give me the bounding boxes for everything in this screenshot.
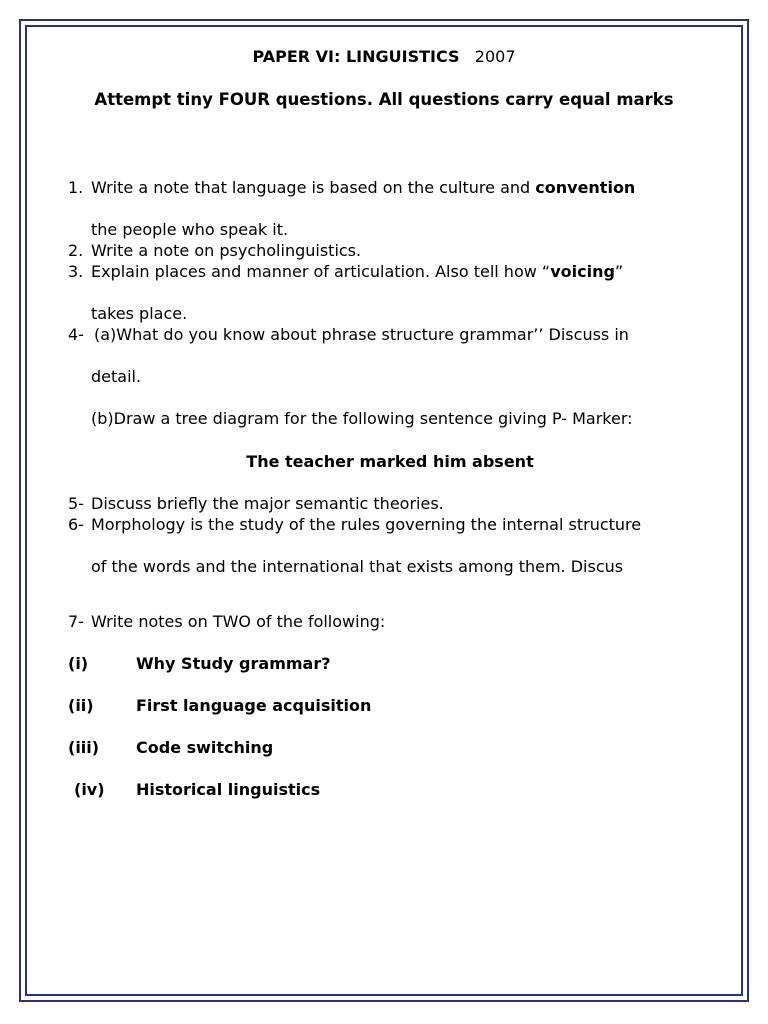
question-text: of the words and the international that exists among them. Discus: [91, 557, 624, 576]
question-text: Discuss briefly the major semantic theories.: [91, 494, 444, 513]
option-numeral: (iv): [74, 780, 105, 799]
paper-title: PAPER VI: LINGUISTICS: [252, 47, 460, 66]
closing-quote: ”: [614, 262, 624, 281]
question-number: 2.: [68, 241, 84, 260]
question-number: 6-: [68, 515, 84, 534]
question-text: takes place.: [91, 304, 188, 323]
question-number: 5-: [68, 494, 84, 513]
example-sentence: The teacher marked him absent: [246, 452, 534, 471]
question-text: (b)Draw a tree diagram for the following sentence giving P- Marker:: [91, 409, 633, 428]
question-number: 3.: [68, 262, 84, 281]
option-numeral: (ii): [68, 696, 94, 715]
question-text: Write notes on TWO of the following:: [91, 612, 386, 631]
paper-title-line: [0, 47, 768, 67]
paper-year: 2007: [474, 47, 516, 66]
question-text: (a)What do you know about phrase structure grammar’’ Discuss in: [94, 325, 629, 344]
question-text: Write a note on psycholinguistics.: [91, 241, 362, 260]
instruction: Attempt tiny FOUR questions. All questions carry equal marks: [94, 90, 674, 109]
question-text: Morphology is the study of the rules governing the internal structure: [91, 515, 642, 534]
option-text: First language acquisition: [136, 696, 372, 715]
emphasis-text: voicing: [550, 262, 615, 281]
question-number: 7-: [68, 612, 84, 631]
option-numeral: (i): [68, 654, 89, 673]
question-text: the people who speak it.: [91, 220, 289, 239]
question-text: Explain places and manner of articulation. Also tell how “: [91, 262, 551, 281]
question-number: 1.: [68, 178, 84, 197]
question-text: detail.: [91, 367, 142, 386]
option-text: Why Study grammar?: [136, 654, 331, 673]
option-numeral: (iii): [68, 738, 100, 757]
option-text: Historical linguistics: [136, 780, 321, 799]
question-number: 4-: [68, 325, 84, 344]
question-text: Write a note that language is based on the culture and: [91, 178, 536, 197]
option-text: Code switching: [136, 738, 274, 757]
emphasis-text: convention: [535, 178, 636, 197]
